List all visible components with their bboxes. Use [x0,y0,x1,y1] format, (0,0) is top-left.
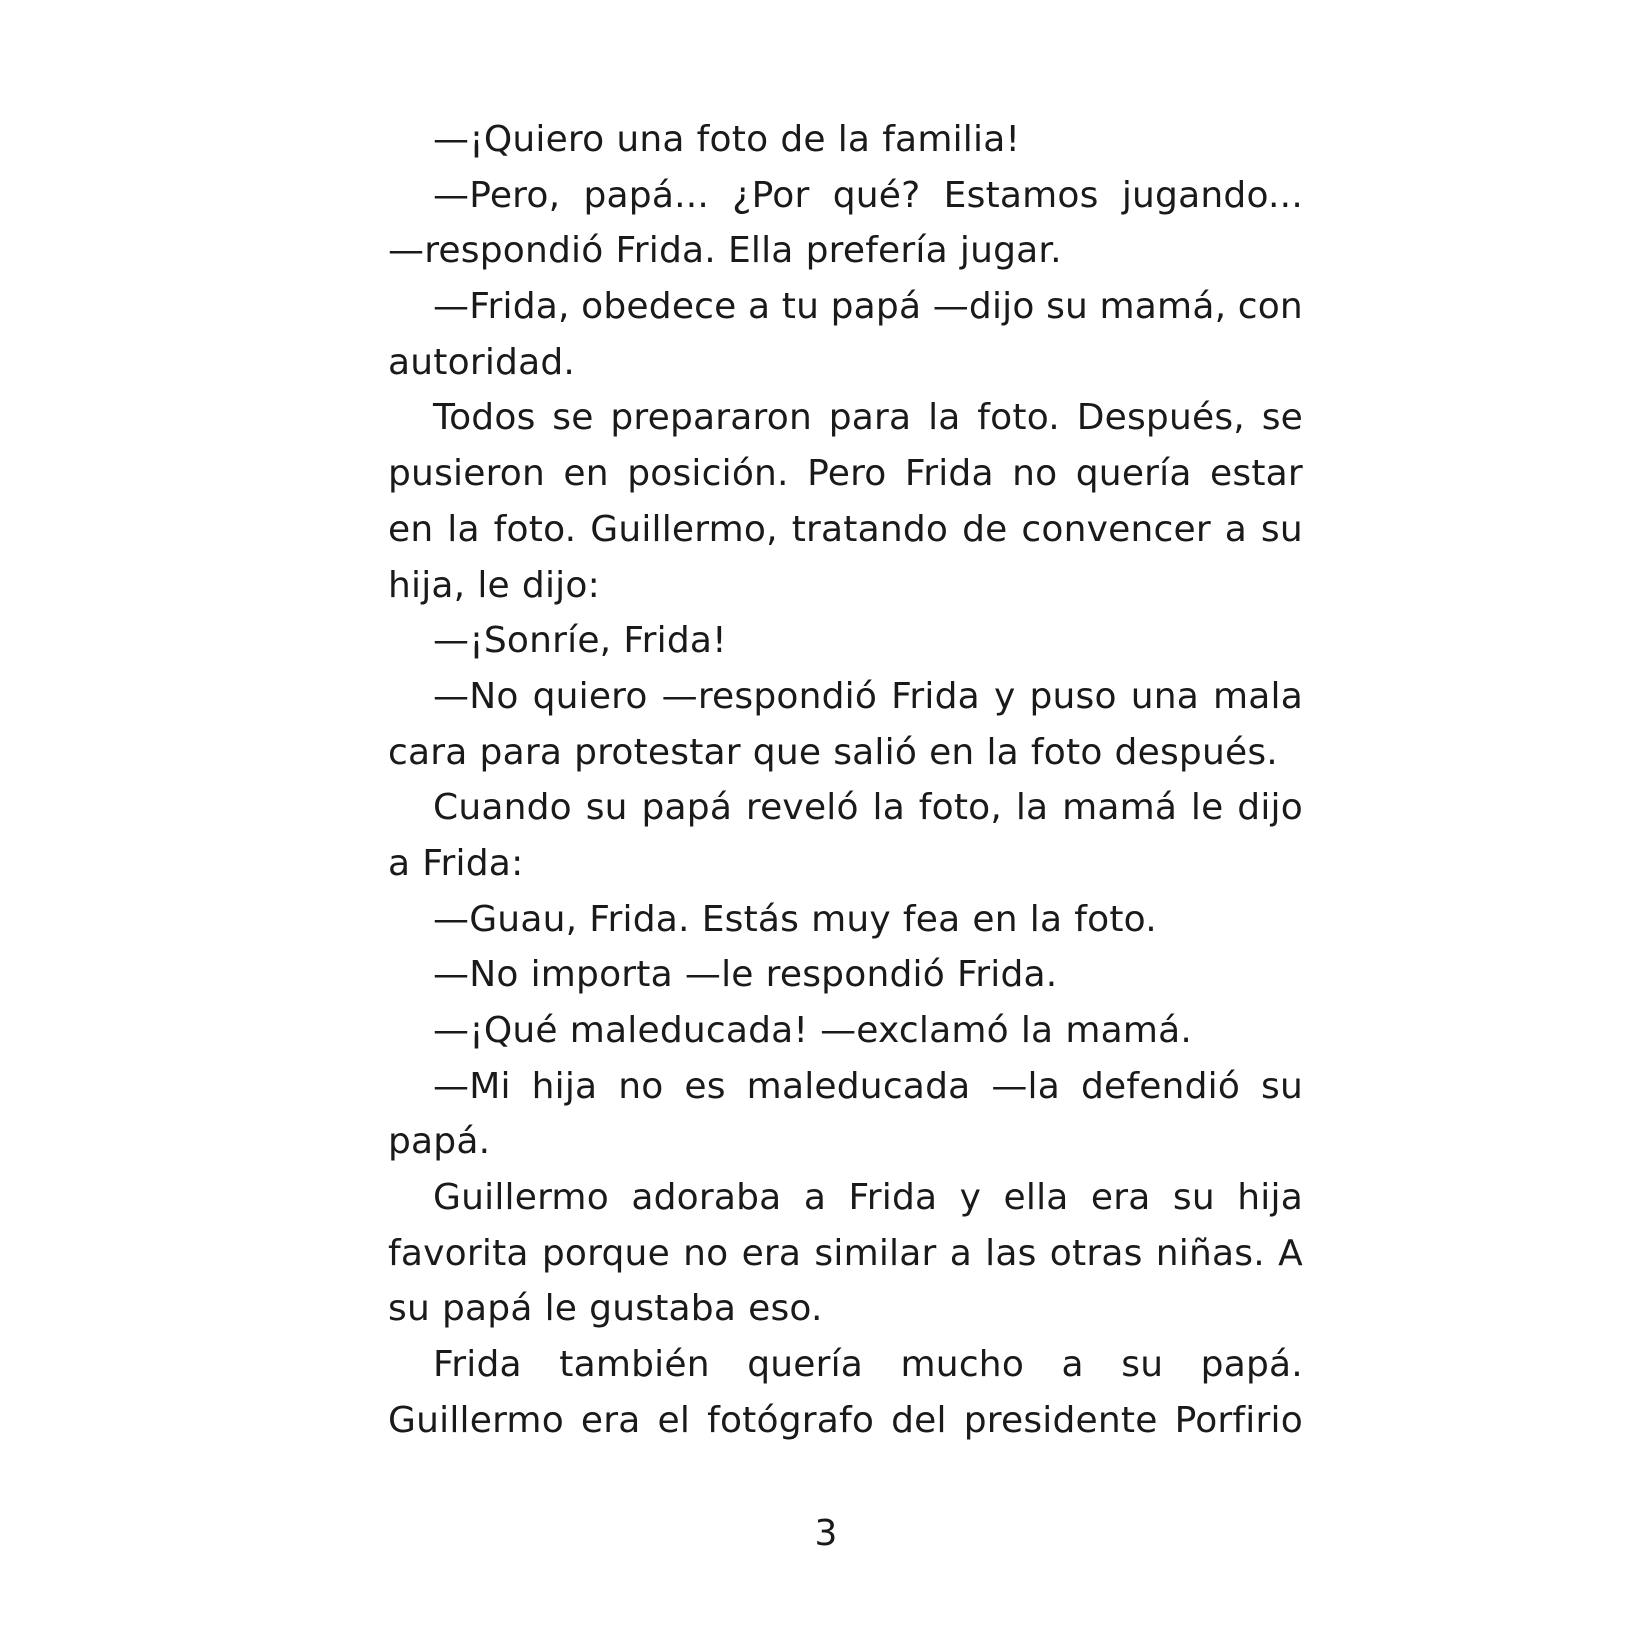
word: dijo [1237,787,1303,829]
text-line [388,558,1303,614]
word: pusieron [388,453,546,495]
word: A [1278,1232,1303,1274]
word: foto. [1074,898,1157,940]
word: maleducada [746,1065,971,1107]
text-line [388,1003,1303,1059]
word: la [1020,1010,1054,1051]
text-line [388,223,1303,279]
word: —dijo [932,286,1035,328]
text-line [388,836,1303,892]
word: también [559,1344,710,1386]
word: le [1190,787,1224,829]
word: prefería [805,230,948,272]
word: una [1130,675,1199,717]
word: foto. [493,508,577,550]
word: no [1012,453,1058,495]
word: importa [530,954,673,996]
word: se [1261,397,1303,439]
word: no [618,1065,664,1107]
word: tratando [791,508,949,550]
word: a [949,1232,972,1274]
word: no [683,1232,729,1274]
word: Pero [807,453,887,495]
word: —exclamó [820,1010,1009,1051]
word: su [1121,1344,1164,1386]
word: foto [696,119,769,160]
word: jugar. [959,230,1062,272]
word: la [986,731,1019,773]
text-line [388,168,1303,224]
word: fotógrafo [707,1399,875,1441]
text-line [388,279,1303,335]
word: para [479,731,563,773]
word: era [580,1399,641,1441]
text-line [388,1337,1303,1393]
word: Estamos [943,174,1099,216]
word: —le [684,954,754,996]
word: otras [1049,1232,1143,1274]
word: y [993,675,1016,717]
text-line [388,1393,1303,1449]
word: muy [811,898,891,940]
word: papá [641,787,733,829]
word: la [447,508,480,550]
word: Frida! [623,620,727,662]
word: Después, [1076,397,1245,439]
word: —respondió [388,230,604,272]
word: familia! [882,119,1021,160]
word: una [616,119,685,160]
page-body [388,112,1303,1449]
word: para [828,397,912,439]
word: era [1090,1177,1151,1219]
word: —Guau, [433,898,578,940]
word: papá. [388,1121,491,1163]
word: adoraba [631,1177,782,1219]
word: era [741,1232,802,1274]
word: Frida. [615,230,716,272]
word: Porfirio [1174,1399,1303,1441]
word: le [477,564,510,606]
text-line [388,613,1303,669]
word: jugando... [1121,174,1303,216]
word: Guillermo [388,1399,564,1441]
word: quería [1075,453,1192,495]
word: papá [441,1288,533,1330]
word: la [837,119,871,160]
word: —¡Quiero [433,119,605,160]
text-line [388,892,1303,948]
word: en [929,731,975,773]
word: estar [1210,453,1303,495]
word: Frida [433,1344,522,1386]
word: a [1061,1344,1084,1386]
text-line [388,669,1303,725]
word: convencer [1021,508,1211,550]
word: a [1224,508,1247,550]
word: Frida [848,1177,938,1219]
word: de [962,508,1008,550]
word: la [928,397,961,439]
text-line [388,1170,1303,1226]
word: dijo: [521,564,600,606]
word: quiero [532,675,648,717]
word: —Frida, [433,286,570,328]
word: del [891,1399,947,1441]
word: favorita [388,1232,529,1274]
word: eso. [748,1288,823,1330]
word: ¿Por [732,174,810,216]
word: de [780,119,826,160]
word: en [563,453,609,495]
word: Frida. [956,954,1058,996]
word: —No [433,675,519,717]
word: Frida. [589,898,690,940]
word: Cuando [433,787,572,829]
word: foto, [918,787,1003,829]
word: foto [1030,731,1103,773]
word: —respondió [661,675,878,717]
word: presidente [963,1399,1158,1441]
word: porque [541,1232,670,1274]
word: su [1046,286,1089,328]
word: con [1237,286,1303,328]
word: a [803,1177,827,1219]
word: Todos [433,397,536,439]
word: mamá [1062,787,1178,829]
word: Frida: [422,842,524,884]
text-line [388,390,1303,446]
text-line [388,112,1303,168]
word: su [388,1288,430,1330]
text-line [388,1114,1303,1170]
word: mamá. [1065,1010,1193,1051]
word: la [1029,898,1063,940]
word: en [388,508,434,550]
word: su [1172,1177,1215,1219]
text-line [388,446,1303,502]
word: —¡Sonríe, [433,620,612,662]
word: hija [531,1065,598,1107]
word: Estás [701,898,800,940]
word: Frida [904,453,994,495]
word: se [552,397,594,439]
word: foto. [977,397,1060,439]
word: protestar [574,731,741,773]
word: después. [1114,731,1278,773]
word: papá [830,286,922,328]
word: su [585,787,628,829]
word: qué? [832,174,921,216]
word: defendió [1080,1065,1241,1107]
word: mucho [900,1344,1025,1386]
word: posición. [627,453,789,495]
word: que [752,731,822,773]
word: —la [991,1065,1060,1107]
word: hija [1237,1177,1303,1219]
word: salió [833,731,918,773]
word: —Mi [433,1065,511,1107]
word: maleducada! [569,1010,809,1051]
word: puso [1029,675,1117,717]
word: papá. [1200,1344,1303,1386]
word: a [388,842,411,884]
word: las [985,1232,1037,1274]
word: Guillermo, [590,508,778,550]
word: respondió [765,954,945,996]
word: cara [388,731,468,773]
word: similar [814,1232,937,1274]
text-line [388,502,1303,558]
word: es [684,1065,726,1107]
word: ella [1003,1177,1069,1219]
text-line [388,725,1303,781]
word: —Pero, [433,174,561,216]
word: prepararon [610,397,812,439]
word: su [1260,508,1303,550]
text-line [388,1059,1303,1115]
word: papá... [583,174,710,216]
word: autoridad. [388,341,576,383]
word: fea [902,898,961,940]
word: la [872,787,905,829]
word: mamá, [1099,286,1227,328]
text-line [388,1281,1303,1337]
word: tu [781,286,820,328]
text-line [388,1226,1303,1282]
text-line [388,335,1303,391]
text-line [388,780,1303,836]
page-number: 3 [814,1513,838,1554]
word: reveló [745,787,859,829]
word: la [1015,787,1049,829]
word: Guillermo [433,1177,609,1219]
word: niñas. [1155,1232,1265,1274]
word: en [972,898,1018,940]
word: le [544,1288,578,1330]
word: —No [433,954,519,996]
word: mala [1213,675,1303,717]
word: Ella [727,230,794,272]
word: obedece [581,286,737,328]
word: el [657,1399,691,1441]
word: gustaba [589,1288,737,1330]
word: su [1261,1065,1303,1107]
word: Frida [891,675,980,717]
text-line [388,947,1303,1003]
word: hija, [388,564,466,606]
word: y [959,1177,982,1219]
word: a [748,286,771,328]
word: —¡Qué [433,1010,558,1051]
word: quería [747,1344,864,1386]
